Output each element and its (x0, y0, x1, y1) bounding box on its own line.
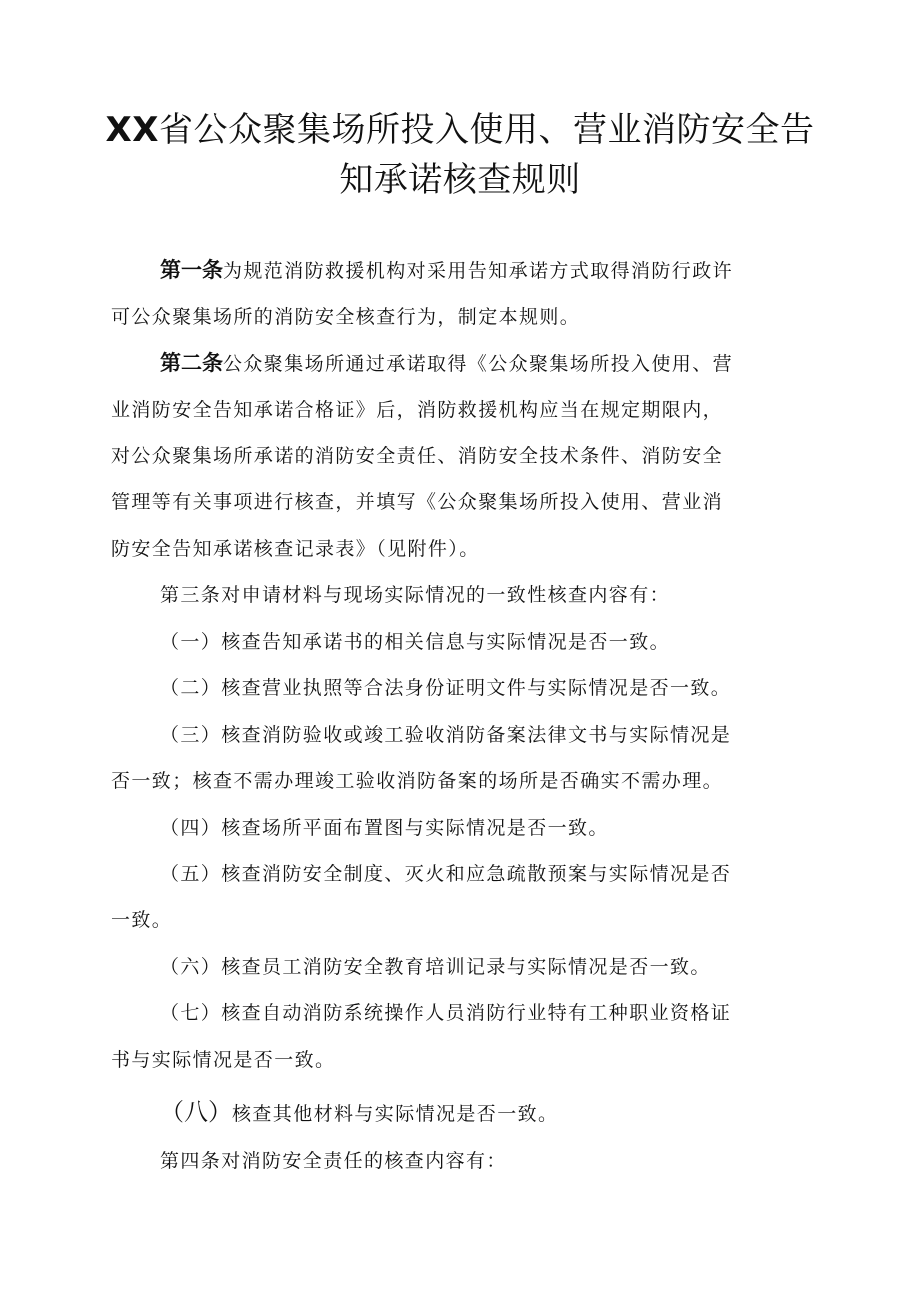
article-3-item-2: （二）核查营业执照等合法身份证明文件与实际情况是否一致。 (160, 677, 732, 699)
article-3-item-8 (160, 1097, 823, 1129)
title-line-1-text: 省公众聚集场所投入使用、营业消防安全告 (158, 110, 815, 150)
article-3-intro: 第三条对申请材料与现场实际情况的一致性核查内容有： (160, 584, 671, 606)
article-1-line-2: 可公众聚集场所的消防安全核查行为，制定本规则。 (111, 306, 581, 328)
article-1-label: 第一条 (160, 258, 223, 282)
article-3-item-8-number: （八） (160, 1098, 232, 1126)
article-2-line-3: 对公众聚集场所承诺的消防安全责任、消防安全技术条件、消防安全 (111, 445, 724, 467)
article-3-item-3-line-2: 否一致；核查不需办理竣工验收消防备案的场所是否确实不需办理。 (111, 770, 724, 792)
article-3-item-8-text: 核查其他材料与实际情况是否一致。 (232, 1103, 559, 1125)
article-2-line-4: 管理等有关事项进行核查，并填写《公众聚集场所投入使用、营业消 (111, 491, 724, 513)
article-3-item-1: （一）核查告知承诺书的相关信息与实际情况是否一致。 (160, 631, 671, 653)
article-3-item-4: （四）核查场所平面布置图与实际情况是否一致。 (160, 817, 609, 839)
article-3-item-6: （六）核查员工消防安全教育培训记录与实际情况是否一致。 (160, 956, 711, 978)
document-title-line-1 (100, 110, 820, 150)
article-2-line-1 (160, 348, 823, 379)
article-3-item-7-line-1: （七）核查自动消防系统操作人员消防行业特有工种职业资格证 (160, 1002, 732, 1024)
article-2-line-2: 业消防安全告知承诺合格证》后，消防救援机构应当在规定期限内， (111, 399, 724, 421)
article-2-line-5: 防安全告知承诺核查记录表》（见附件）。 (111, 538, 480, 560)
article-3-item-5-line-1: （五）核查消防安全制度、灭火和应急疏散预案与实际情况是否 (160, 863, 732, 885)
article-4-intro: 第四条对消防安全责任的核查内容有： (160, 1150, 507, 1172)
article-2-label: 第二条 (160, 351, 223, 375)
title-prefix: XX (105, 110, 159, 150)
article-3-item-3-line-1: （三）核查消防验收或竣工验收消防备案法律文书与实际情况是 (160, 724, 732, 746)
article-3-item-7-line-2: 书与实际情况是否一致。 (111, 1049, 336, 1071)
article-3-item-5-line-2: 一致。 (111, 909, 173, 931)
article-1-line-1 (160, 255, 823, 286)
article-1-text-1: 为规范消防救援机构对采用告知承诺方式取得消防行政许 (223, 260, 734, 282)
document-title-line-2: 知承诺核查规则 (339, 160, 581, 200)
article-2-text-1: 公众聚集场所通过承诺取得《公众聚集场所投入使用、营 (223, 353, 734, 375)
